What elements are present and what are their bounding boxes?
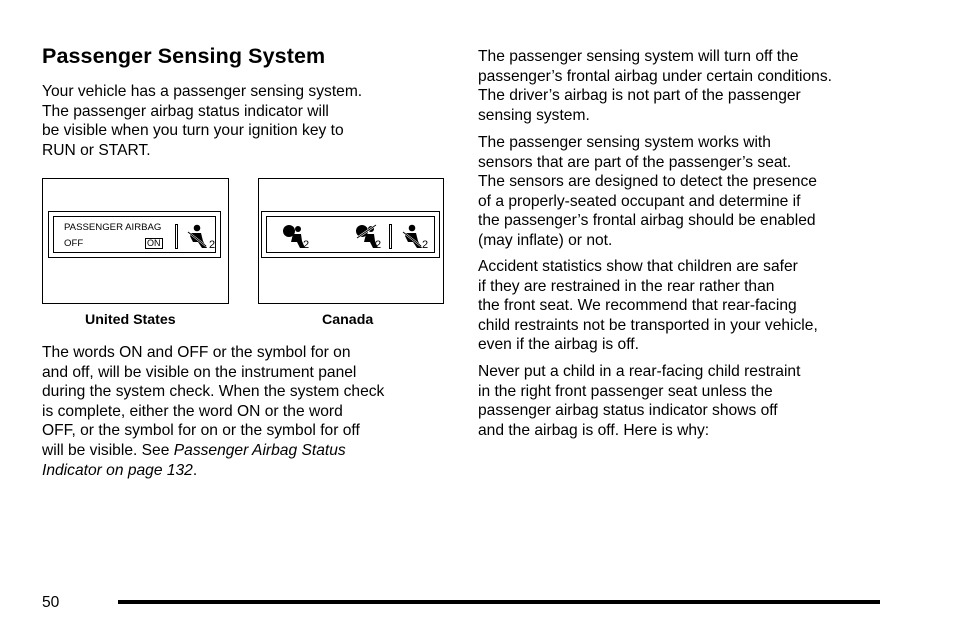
section-heading: Passenger Sensing System [42,44,326,68]
page-number: 50 [42,594,60,611]
on-box: ON [147,238,161,248]
canada-number-3: 2 [422,239,429,251]
canada-indicator-figure [258,178,444,304]
caption-united-states: United States [85,312,176,328]
right-paragraph-4: Never put a child in a rear-facing child restraint in the right front passenger seat unless the passenger airbag status indicator shows off and the airbag is off. Here is why: [478,363,801,439]
cross-reference-link[interactable]: Passenger Airbag Status [173,441,346,459]
passenger-airbag-label: PASSENGER AIRBAG [64,222,162,233]
intro-paragraph: Your vehicle has a passenger sensing system. The passenger airbag status indicator will be visible when you turn your ignition key to RUN or START. [42,83,363,159]
caption-canada: Canada [322,312,374,328]
status-paragraph: The words ON and OFF or the symbol for on and off, will be visible on the instrument panel during the system check. When the system check is complete, either the word ON or the word OFF, or the symbol for on or the symbol for off will be visible. See Passenger Airbag Status Indicator on page 132. [42,344,385,479]
separator-bar [175,224,178,249]
right-paragraph-3: Accident statistics show that children are safer if they are restrained in the rear rather than the front seat. We recommend that rear-facing child restraints not be transported in your vehicle, even if the airbag is off. [478,258,818,354]
right-paragraph-1: The passenger sensing system will turn off the passenger’s frontal airbag under certain conditions. The driver’s airbag is not part of the passenger sensing system. [478,48,832,124]
seatbelt-person-icon [400,224,424,250]
see-text: will be visible. See [42,441,174,459]
canada-number-1: 2 [303,239,310,251]
footer-rule [118,600,880,604]
cross-reference-link-cont[interactable]: Indicator on page 132 [42,461,193,479]
separator-bar [389,224,392,249]
us-indicator-figure [42,178,229,304]
seatbelt-person-icon [185,224,209,250]
canada-number-2: 2 [375,239,382,251]
right-paragraph-2: The passenger sensing system works with sensors that are part of the passenger’s seat. The sensors are designed to detect the presence of a properly-seated occupant and determine if the passenger’s frontal airbag should be enabled (may inflate) or not. [478,134,817,249]
canada-indicator-display [261,211,440,258]
us-indicator-display [48,211,221,258]
seat-number: 2 [209,239,216,251]
off-label: OFF [64,238,84,249]
